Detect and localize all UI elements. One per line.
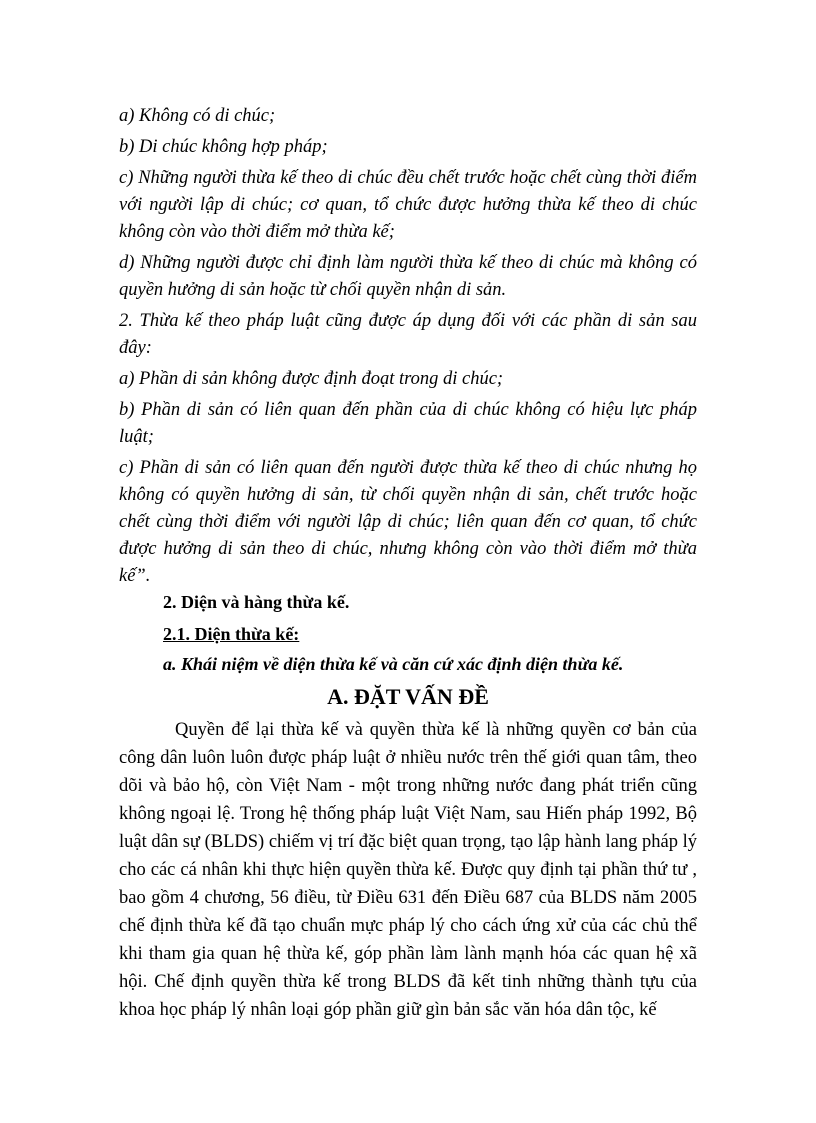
quote-line: 2. Thừa kế theo pháp luật cũng được áp dụng đối với các phần di sản sau đây: bbox=[119, 311, 697, 358]
quote-line: d) Những người được chỉ định làm người thừa kế theo di chúc mà không có quyền hưởng di sản hoặc từ chối quyền nhận di sản. bbox=[119, 253, 697, 300]
section-2-1-heading: 2.1. Diện thừa kế: bbox=[163, 624, 300, 644]
main-title: A. ĐẶT VẤN ĐỀ bbox=[327, 684, 489, 709]
section-2-heading: 2. Diện và hàng thừa kế. bbox=[163, 592, 350, 612]
section-a-heading: a. Khái niệm về diện thừa kế và căn cứ xác định diện thừa kế. bbox=[163, 654, 624, 674]
quote-line: c) Những người thừa kế theo di chúc đều chết trước hoặc chết cùng thời điểm với người lập di chúc; cơ quan, tổ chức được hưởng thừa kế theo di chúc không còn vào thời điểm mở thừa kế; bbox=[119, 168, 697, 242]
main-paragraph: Quyền để lại thừa kế và quyền thừa kế là những quyền cơ bản của công dân luôn luôn được pháp luật ở nhiều nước trên thế giới quan tâm, theo dõi và bảo hộ, còn Việt Nam - một trong những nước đang phát triển cũng không ngoại lệ. Trong hệ thống pháp luật Việt Nam, sau Hiến pháp 1992, Bộ luật dân sự (BLDS) chiếm vị trí đặc biệt quan trọng, tạo lập hành lang pháp lý cho các cá nhân khi thực hiện quyền thừa kế. Được quy định tại phần thứ tư , bao gồm 4 chương, 56 điều, từ Điều 631 đến Điều 687 của BLDS năm 2005 chế định thừa kế đã tạo chuẩn mực pháp lý cho cách ứng xử của các chủ thể khi tham gia quan hệ thừa kế, góp phần làm lành mạnh hóa các quan hệ xã hội. Chế định quyền thừa kế trong BLDS đã kết tinh những thành tựu của khoa học pháp lý nhân loại góp phần giữ gìn bản sắc văn hóa dân tộc, kế bbox=[119, 720, 697, 1020]
quote-line: b) Phần di sản có liên quan đến phần của di chúc không có hiệu lực pháp luật; bbox=[119, 400, 697, 447]
quote-line: a) Phần di sản không được định đoạt trong di chúc; bbox=[119, 369, 504, 389]
quote-line: c) Phần di sản có liên quan đến người được thừa kế theo di chúc nhưng họ không có quyền hưởng di sản, từ chối quyền nhận di sản, chết trước hoặc chết cùng thời điểm với người lập di chúc; liên quan đến cơ quan, tổ chức được hưởng di sản theo di chúc, nhưng không còn vào thời điểm mở thừa kế”. bbox=[119, 458, 697, 586]
quote-line: a) Không có di chúc; bbox=[119, 106, 276, 126]
quoted-law-text bbox=[119, 103, 697, 594]
quote-line: b) Di chúc không hợp pháp; bbox=[119, 137, 328, 157]
